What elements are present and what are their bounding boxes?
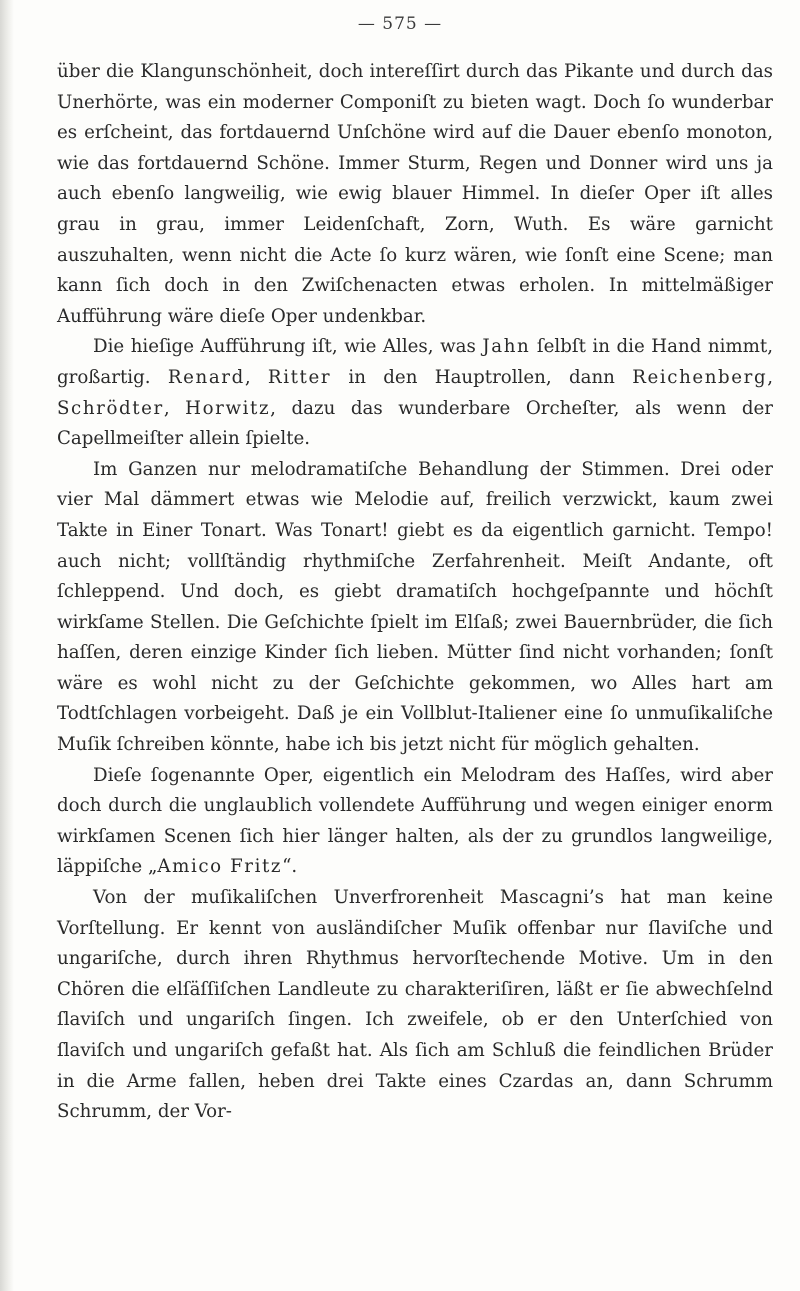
emphasized-name: Jahn [482, 336, 531, 358]
paragraph-text: Dieſe ſogenannte Oper, eigentlich ein Melodram des Haſſes, wird aber doch durch die unglaublich vollendete Aufführung und wegen einiger enorm wirkſamen Scenen ſich hier länger halten, als der zu grundlos langweilige, läppiſche „ [57, 764, 773, 878]
paragraph-text: Die hieſige Aufführung iſt, wie Alles, was [93, 336, 483, 358]
paragraph-text: ſelbſt in die Hand nimmt, großartig. [57, 336, 773, 388]
paragraph [57, 332, 773, 454]
paragraph-text: “. [282, 856, 298, 878]
emphasized-name: Reichenberg [632, 366, 768, 388]
paragraph-text: Im Ganzen nur melodramatiſche Behandlung der Stimmen. Drei oder vier Mal dämmert etwas wie Melodie auf, freilich verzwickt, kaum zwei Takte in Einer Tonart. Was Tonart! giebt es da eigentlich garnicht. Tempo! auch nicht; vollſtändig rhythmiſche Zerfahrenheit. Meiſt Andante, oft ſchleppend. Und doch, es giebt dramatiſch hochgeſpannte und höchſt wirkſame Stellen. Die Geſchichte ſpielt im Elſaß; zwei Bauernbrüder, die ſich haſſen, deren einzige Kinder ſich lieben. Mütter ſind nicht vorhanden; ſonſt wäre es wohl nicht zu der Geſchichte gekommen, wo Alles hart am Todtſchlagen vorbeigeht. Daß je ein Vollblut-Italiener eine ſo unmuſikaliſche Muſik ſchreiben könnte, habe ich bis jetzt nicht für möglich gehalten. [57, 458, 773, 756]
emphasized-name: Horwitz [185, 397, 271, 419]
body-text [57, 57, 773, 1128]
emphasized-name: Renard [167, 366, 245, 388]
page-gutter-shadow [0, 0, 14, 1291]
paragraph [57, 57, 773, 332]
paragraph-text: , [244, 366, 268, 388]
paragraph [57, 455, 773, 761]
paragraph [57, 761, 773, 883]
paragraph-text: , dazu das wunderbare Orcheſter, als wenn der Capellmeiſter allein ſpielte. [57, 397, 773, 450]
paragraph-text: über die Klangunschönheit, doch intereſſirt durch das Pikante und durch das Unerhörte, was ein moderner Componiſt zu bieten wagt. Doch ſo wunderbar es erſcheint, das fortdauernd Unſchöne wird auf die Dauer ebenſo monoton, wie das fortdauernd Schöne. Immer Sturm, Regen und Donner wird uns ja auch ebenſo langweilig, wie ewig blauer Himmel. In dieſer Oper iſt alles grau in grau, immer Leidenſchaft, Zorn, Wuth. Es wäre garnicht auszuhalten, wenn nicht die Acte ſo kurz wären, wie ſonſt eine Scene; man kann ſich doch in den Zwiſchenacten etwas erholen. In mittelmäßiger Aufführung wäre dieſe Oper undenkbar. [57, 61, 773, 327]
paragraph [57, 883, 773, 1128]
paragraph-text: , [163, 397, 186, 419]
emphasized-name: Amico Fritz [157, 856, 283, 878]
paragraph-text: in den Hauptrollen, dann [331, 366, 633, 388]
emphasized-name: Ritter [267, 366, 332, 388]
paragraph-text: , [767, 366, 773, 388]
page-number: — 575 — [357, 14, 443, 34]
emphasized-name: Schrödter [57, 397, 164, 419]
paragraph-text: Von der muſikaliſchen Unverfrorenheit Mascagni’s hat man keine Vorſtellung. Er kennt von ausländiſcher Muſik offenbar nur ſlaviſche und ungariſche, durch ihren Rhythmus hervorſtechende Motive. Um in den Chören die elſäſſiſchen Landleute zu charakteriſiren, läßt er ſie abwechſelnd ſlaviſch und ungariſch ſingen. Ich zweifele, ob er den Unterſchied von ſlaviſch und ungariſch gefaßt hat. Als ſich am Schluß die feindlichen Brüder in die Arme fallen, heben drei Takte eines Czardas an, dann Schrumm Schrumm, der Vor- [57, 887, 773, 1123]
